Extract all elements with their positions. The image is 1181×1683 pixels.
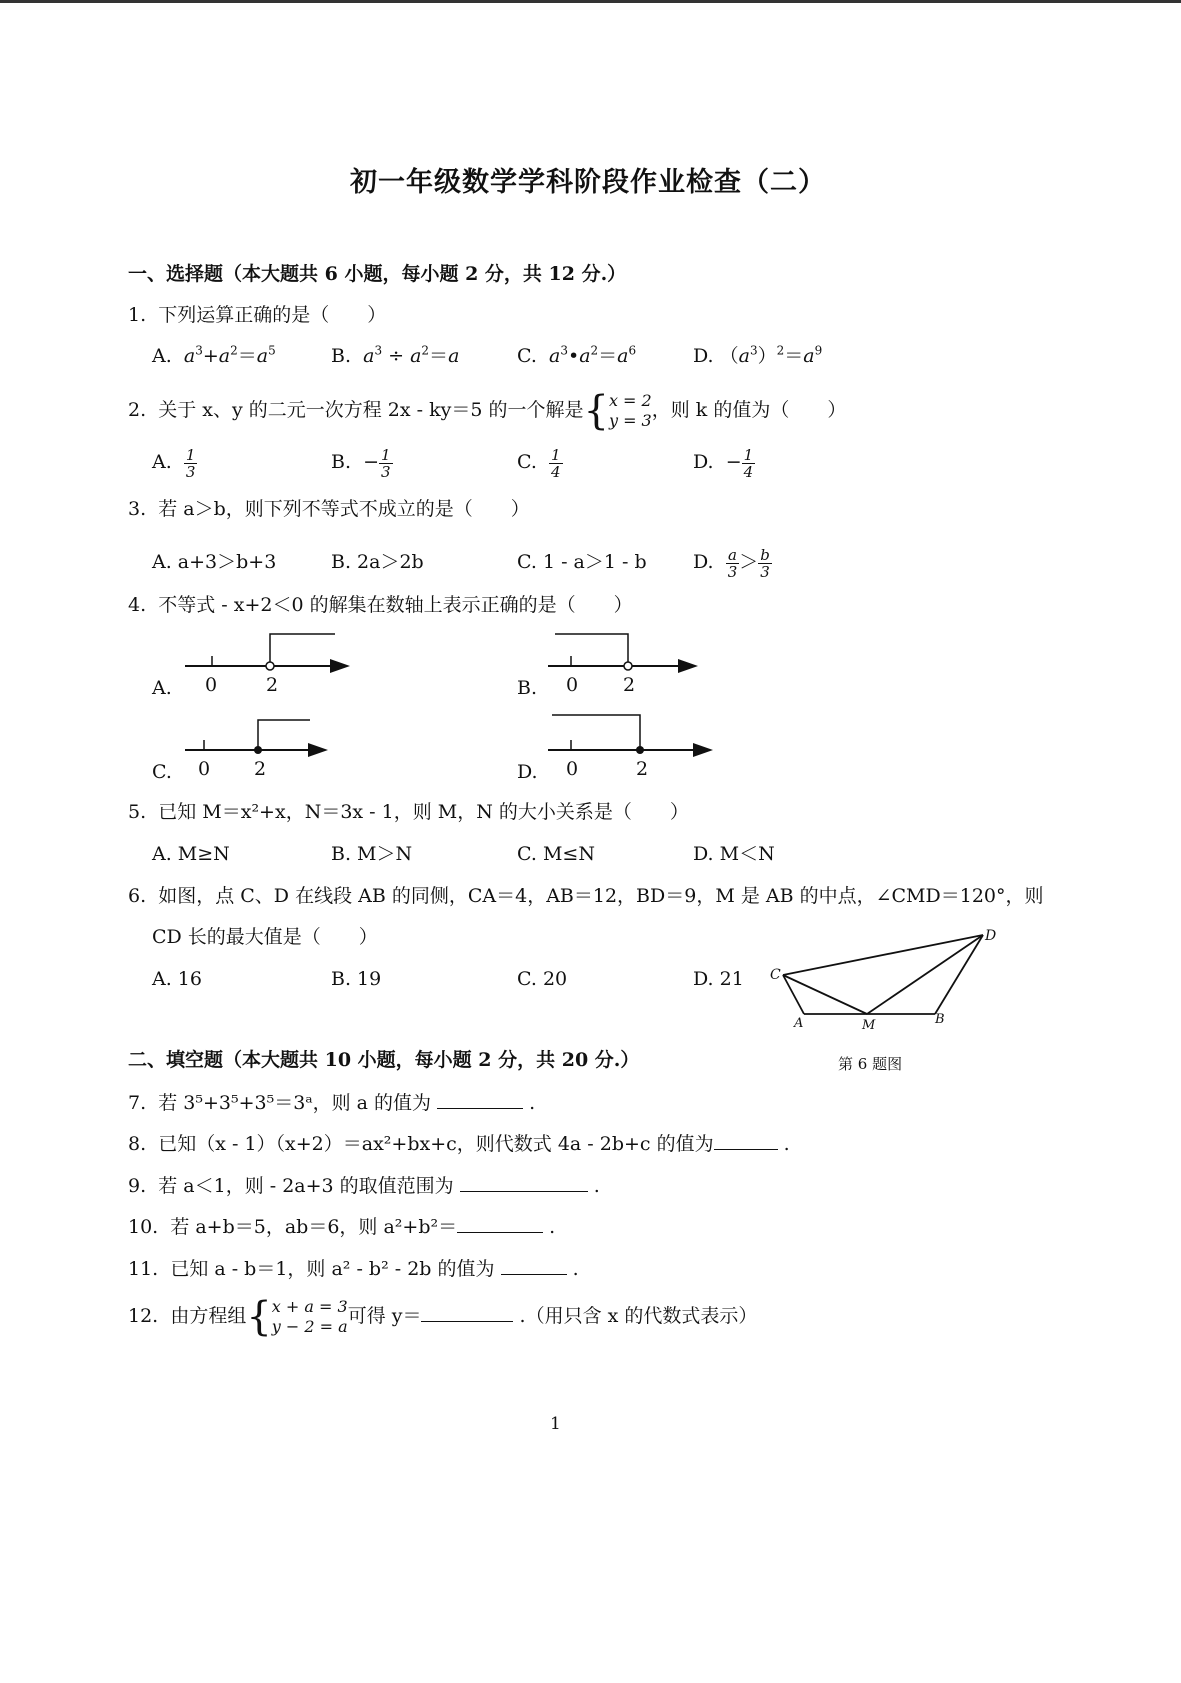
q8: 8. 已知（x - 1）（x+2）＝ax²+bx+c，则代数式 4a - 2b+c 的值为 . xyxy=(128,1133,790,1155)
q10-answer-blank[interactable] xyxy=(457,1214,543,1233)
q6-option-d[interactable]: D. 21 xyxy=(693,968,744,990)
q6-figure-caption: 第 6 题图 xyxy=(838,1055,903,1073)
q3-option-d[interactable]: D. $\frac{a}{3}$ ＞ $\frac{b}{3}$ xyxy=(693,545,770,581)
q3-option-a[interactable]: A. a+3＞b+3 xyxy=(152,551,277,573)
q5-option-a[interactable]: A. M≥N xyxy=(152,843,230,865)
q4-stem: 4. 不等式 - x+2＜0 的解集在数轴上表示正确的是（ ） xyxy=(128,594,633,616)
q4-option-c-label[interactable]: C. xyxy=(152,761,172,783)
q6-label-a: A xyxy=(794,1016,804,1031)
q4-b-zero: 0 xyxy=(566,674,579,696)
q4-option-b-label[interactable]: B. xyxy=(517,677,538,699)
q4-a-two: 2 xyxy=(266,674,279,696)
q1-option-a[interactable]: A. $a^3+a^2=a^5$ xyxy=(152,343,276,367)
q9: 9. 若 a＜1，则 - 2a+3 的取值范围为 . xyxy=(128,1175,600,1197)
q4-d-two: 2 xyxy=(636,758,649,780)
q4-b-two: 2 xyxy=(623,674,636,696)
q6-label-m: M xyxy=(862,1018,876,1033)
q6-stem-line1: 6. 如图，点 C、D 在线段 AB 的同侧，CA＝4，AB＝12，BD＝9，M 是 AB 的中点，∠CMD＝120°，则 xyxy=(128,885,1044,907)
q11: 11. 已知 a - b＝1，则 a² - b² - 2b 的值为 . xyxy=(128,1258,579,1280)
q2-option-a[interactable]: A. $\frac{1}{3}$ xyxy=(152,445,196,481)
q4-d-zero: 0 xyxy=(566,758,579,780)
q2-stem: 2. 关于 x、y 的二元一次方程 2x - ky＝5 的一个解是{ x = 2 y = 3 ，则 k 的值为（ ） xyxy=(128,388,847,434)
q7: 7. 若 3⁵+3⁵+3⁵＝3ᵃ，则 a 的值为 . xyxy=(128,1092,536,1114)
q5-option-c[interactable]: C. M≤N xyxy=(517,843,595,865)
q6-stem-line2: CD 长的最大值是（ ） xyxy=(152,926,378,948)
top-border xyxy=(0,0,1181,3)
q5-option-d[interactable]: D. M＜N xyxy=(693,843,775,865)
q11-answer-blank[interactable] xyxy=(501,1256,567,1275)
q10: 10. 若 a+b＝5，ab＝6，则 a²+b²＝ . xyxy=(128,1216,556,1238)
q7-answer-blank[interactable] xyxy=(437,1090,523,1109)
q6-option-b[interactable]: B. 19 xyxy=(331,968,382,990)
q1-option-d[interactable]: D. $(a^3)^2=a^9$ xyxy=(693,343,823,367)
q1-option-c[interactable]: C. $a^3•a^2=a^6$ xyxy=(517,343,637,367)
q4-a-zero: 0 xyxy=(205,674,218,696)
q6-label-c: C xyxy=(770,967,781,983)
q9-answer-blank[interactable] xyxy=(460,1173,588,1192)
q4-option-d-label[interactable]: D. xyxy=(517,761,538,783)
q6-figure xyxy=(0,0,1,1)
section-2-heading: 二、填空题（本大题共 10 小题，每小题 2 分，共 20 分.） xyxy=(128,1049,640,1071)
q1-stem: 1. 下列运算正确的是（ ） xyxy=(128,304,387,326)
q4-option-a-label[interactable]: A. xyxy=(152,677,172,699)
page-number: 1 xyxy=(550,1414,561,1434)
q8-answer-blank[interactable] xyxy=(714,1131,778,1150)
q3-option-c[interactable]: C. 1 - a＞1 - b xyxy=(517,551,647,573)
q5-stem: 5. 已知 M＝x²+x，N＝3x - 1，则 M，N 的大小关系是（ ） xyxy=(128,801,689,823)
q1-option-b[interactable]: B. $a^3 \div a^2=a$ xyxy=(331,343,460,367)
q12: 12. 由方程组{ x + a = 3 y − 2 = a 可得 y＝ .（用只含 x 的代数式表示） xyxy=(128,1294,758,1340)
q12-answer-blank[interactable] xyxy=(421,1303,513,1322)
q6-option-a[interactable]: A. 16 xyxy=(152,968,202,990)
q2-option-b[interactable]: B. − $\frac{1}{3}$ xyxy=(331,445,391,481)
q6-label-b: B xyxy=(935,1012,945,1027)
q3-stem: 3. 若 a＞b，则下列不等式不成立的是（ ） xyxy=(128,498,530,520)
q4-c-zero: 0 xyxy=(198,758,211,780)
q6-label-d: D xyxy=(985,928,997,944)
q6-option-c[interactable]: C. 20 xyxy=(517,968,568,990)
q4-c-two: 2 xyxy=(254,758,267,780)
section-1-heading: 一、选择题（本大题共 6 小题，每小题 2 分，共 12 分.） xyxy=(128,263,627,285)
page-title: 初一年级数学学科阶段作业检查（二） xyxy=(350,167,826,198)
q2-option-d[interactable]: D. − $\frac{1}{4}$ xyxy=(693,445,754,481)
q5-option-b[interactable]: B. M＞N xyxy=(331,843,413,865)
q2-option-c[interactable]: C. $\frac{1}{4}$ xyxy=(517,445,561,481)
q3-option-b[interactable]: B. 2a＞2b xyxy=(331,551,424,573)
